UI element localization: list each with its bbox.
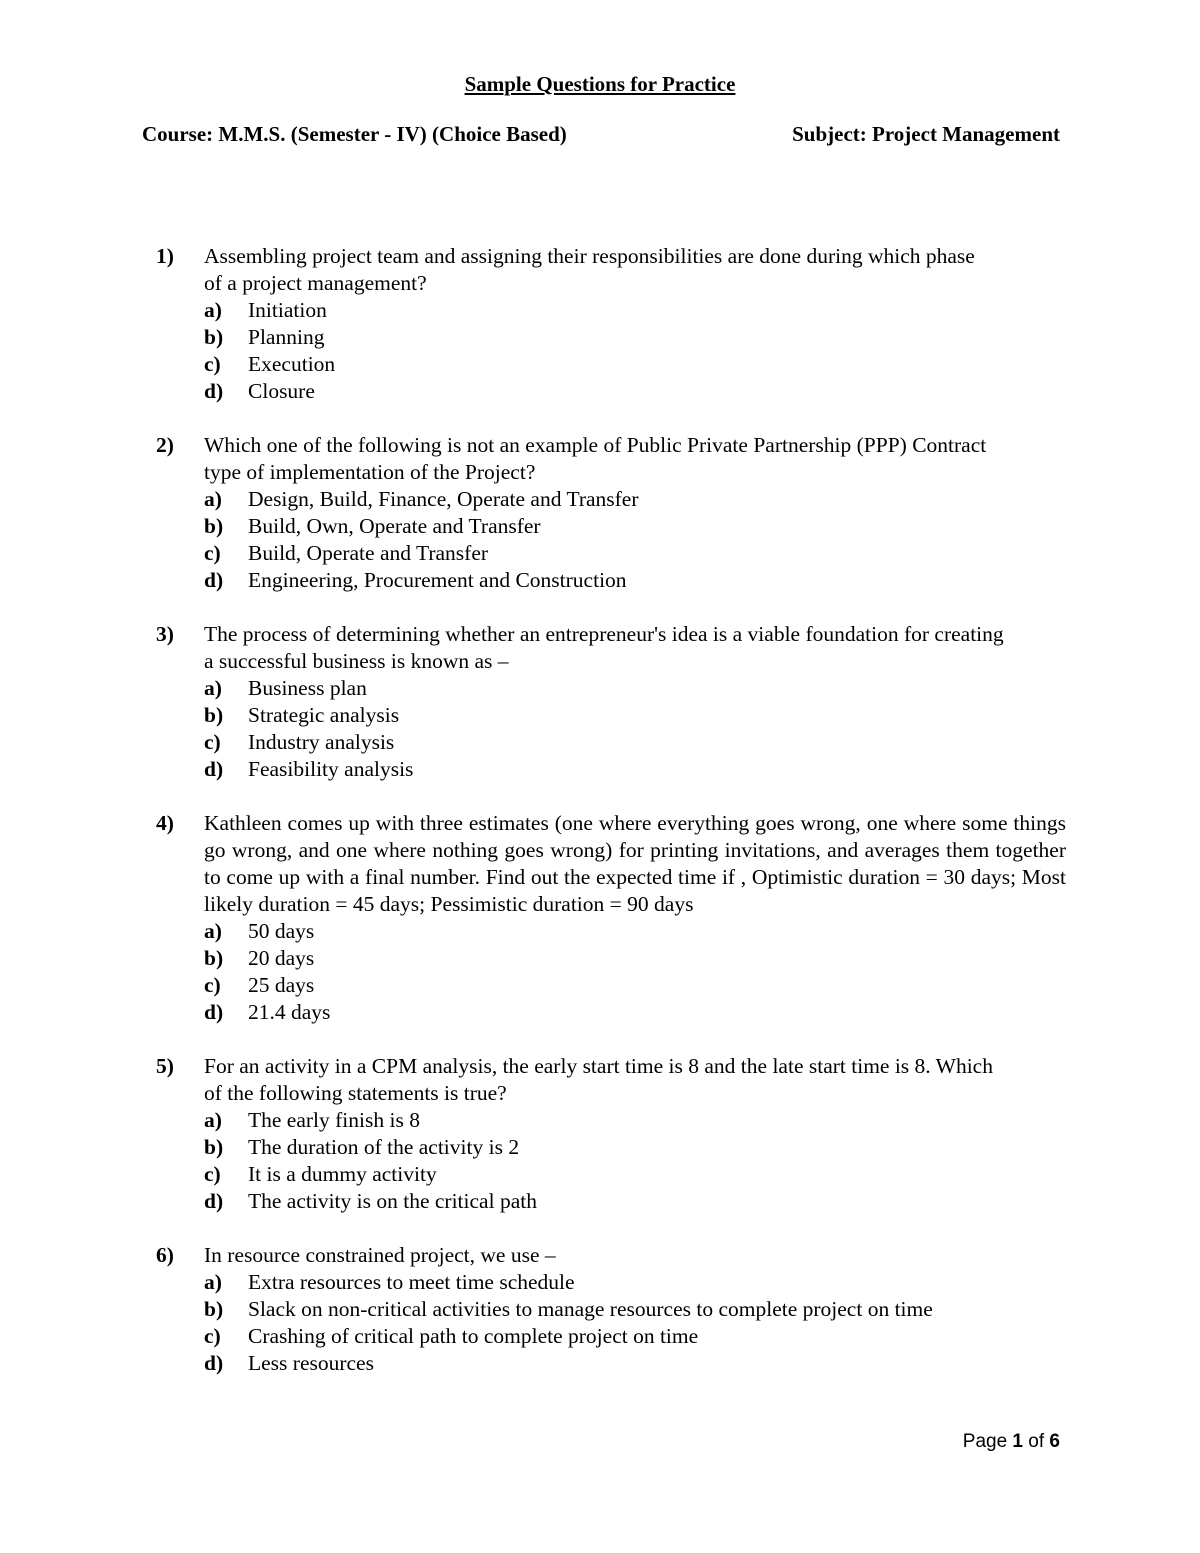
- question-4: [156, 810, 1066, 1026]
- option-list: [204, 297, 1066, 405]
- option-text: Initiation: [248, 298, 327, 322]
- option-text: Build, Operate and Transfer: [248, 541, 489, 565]
- option-letter: c): [204, 541, 221, 565]
- option-b: [204, 1134, 1066, 1161]
- subject-label: Subject: Project Management: [792, 122, 1060, 146]
- question-6: [156, 1242, 1066, 1377]
- option-a: [204, 1107, 1066, 1134]
- option-text: Execution: [248, 352, 336, 376]
- option-letter: a): [204, 676, 222, 700]
- option-a: [204, 297, 1066, 324]
- option-d: [204, 756, 1066, 783]
- of-word: of: [1028, 1431, 1045, 1452]
- option-letter: d): [204, 1000, 224, 1024]
- option-b: [204, 324, 1066, 351]
- option-letter: b): [204, 325, 224, 349]
- total-pages-number: 6: [1049, 1431, 1060, 1452]
- question-number: 3): [156, 622, 174, 646]
- option-text: Industry analysis: [248, 730, 395, 754]
- page-number-footer: [963, 1430, 1060, 1454]
- option-list: [204, 675, 1066, 783]
- option-text: 20 days: [248, 946, 315, 970]
- option-text: Slack on non-critical activities to manage resources to complete project on time: [248, 1297, 933, 1321]
- option-text: Design, Build, Finance, Operate and Transfer: [248, 487, 639, 511]
- option-b: [204, 702, 1066, 729]
- option-text: The early finish is 8: [248, 1108, 420, 1132]
- option-list: [204, 486, 1066, 594]
- option-text: Strategic analysis: [248, 703, 400, 727]
- option-text: The duration of the activity is 2: [248, 1135, 520, 1159]
- option-text: Planning: [248, 325, 325, 349]
- question-2: [156, 432, 1066, 594]
- option-text: Extra resources to meet time schedule: [248, 1270, 575, 1294]
- question-number: 4): [156, 811, 174, 835]
- option-letter: d): [204, 757, 224, 781]
- option-letter: a): [204, 487, 222, 511]
- question-number: 1): [156, 244, 174, 268]
- question-text: In resource constrained project, we use –: [204, 1243, 556, 1267]
- question-text: Assembling project team and assigning their responsibilities are done during which phase of a project management?: [204, 244, 975, 295]
- option-letter: b): [204, 703, 224, 727]
- question-number: 2): [156, 433, 174, 457]
- option-letter: c): [204, 1324, 221, 1348]
- option-letter: b): [204, 946, 224, 970]
- option-list: [204, 1107, 1066, 1215]
- option-d: [204, 1188, 1066, 1215]
- document-title: Sample Questions for Practice: [464, 72, 736, 96]
- option-c: [204, 972, 1066, 999]
- option-letter: a): [204, 1270, 222, 1294]
- question-number: 5): [156, 1054, 174, 1078]
- question-5: [156, 1053, 1066, 1215]
- option-letter: b): [204, 514, 224, 538]
- question-3: [156, 621, 1066, 783]
- option-letter: c): [204, 352, 221, 376]
- option-b: [204, 1296, 1066, 1323]
- option-letter: d): [204, 568, 224, 592]
- question-text: Which one of the following is not an example of Public Private Partnership (PPP) Contract type of implementation of the Project?: [204, 433, 987, 484]
- option-letter: d): [204, 379, 224, 403]
- option-text: Crashing of critical path to complete project on time: [248, 1324, 699, 1348]
- option-list: [204, 1269, 1066, 1377]
- option-letter: c): [204, 730, 221, 754]
- question-number: 6): [156, 1243, 174, 1267]
- option-text: 50 days: [248, 919, 315, 943]
- option-text: Less resources: [248, 1351, 374, 1375]
- current-page-number: 1: [1012, 1431, 1023, 1452]
- option-a: [204, 1269, 1066, 1296]
- option-letter: a): [204, 919, 222, 943]
- page-word: Page: [962, 1431, 1008, 1452]
- option-text: Engineering, Procurement and Construction: [248, 568, 627, 592]
- option-a: [204, 918, 1066, 945]
- option-d: [204, 378, 1066, 405]
- option-a: [204, 486, 1066, 513]
- option-text: Feasibility analysis: [248, 757, 414, 781]
- option-text: 25 days: [248, 973, 315, 997]
- option-letter: d): [204, 1351, 224, 1375]
- option-letter: d): [204, 1189, 224, 1213]
- option-text: Business plan: [248, 676, 367, 700]
- option-c: [204, 1161, 1066, 1188]
- option-text: 21.4 days: [248, 1000, 331, 1024]
- option-d: [204, 1350, 1066, 1377]
- option-b: [204, 945, 1066, 972]
- question-text: Kathleen comes up with three estimates (one where everything goes wrong, one where some things go wrong, and one where nothing goes wrong) for printing invitations, and averages them together to come up with a final number. Find out the expected time if , Optimistic duration = 30 days; Most likely duration = 45 days; Pessimistic duration = 90 days: [204, 811, 1066, 916]
- option-letter: c): [204, 1162, 221, 1186]
- option-letter: c): [204, 973, 221, 997]
- option-letter: a): [204, 298, 222, 322]
- question-text: The process of determining whether an entrepreneur's idea is a viable foundation for creating a successful business is known as –: [204, 622, 1004, 673]
- question-list: [156, 243, 1066, 1404]
- option-b: [204, 513, 1066, 540]
- option-d: [204, 999, 1066, 1026]
- option-letter: b): [204, 1135, 224, 1159]
- option-list: [204, 918, 1066, 1026]
- option-text: The activity is on the critical path: [248, 1189, 537, 1213]
- option-d: [204, 567, 1066, 594]
- option-c: [204, 1323, 1066, 1350]
- option-text: Closure: [248, 379, 315, 403]
- option-text: Build, Own, Operate and Transfer: [248, 514, 541, 538]
- option-c: [204, 540, 1066, 567]
- option-c: [204, 351, 1066, 378]
- option-letter: b): [204, 1297, 224, 1321]
- option-a: [204, 675, 1066, 702]
- option-text: It is a dummy activity: [248, 1162, 437, 1186]
- option-c: [204, 729, 1066, 756]
- question-text: For an activity in a CPM analysis, the early start time is 8 and the late start time is 8. Which of the following statements is true?: [204, 1054, 993, 1105]
- option-letter: a): [204, 1108, 222, 1132]
- question-1: [156, 243, 1066, 405]
- course-label: Course: M.M.S. (Semester - IV) (Choice Based): [142, 122, 567, 146]
